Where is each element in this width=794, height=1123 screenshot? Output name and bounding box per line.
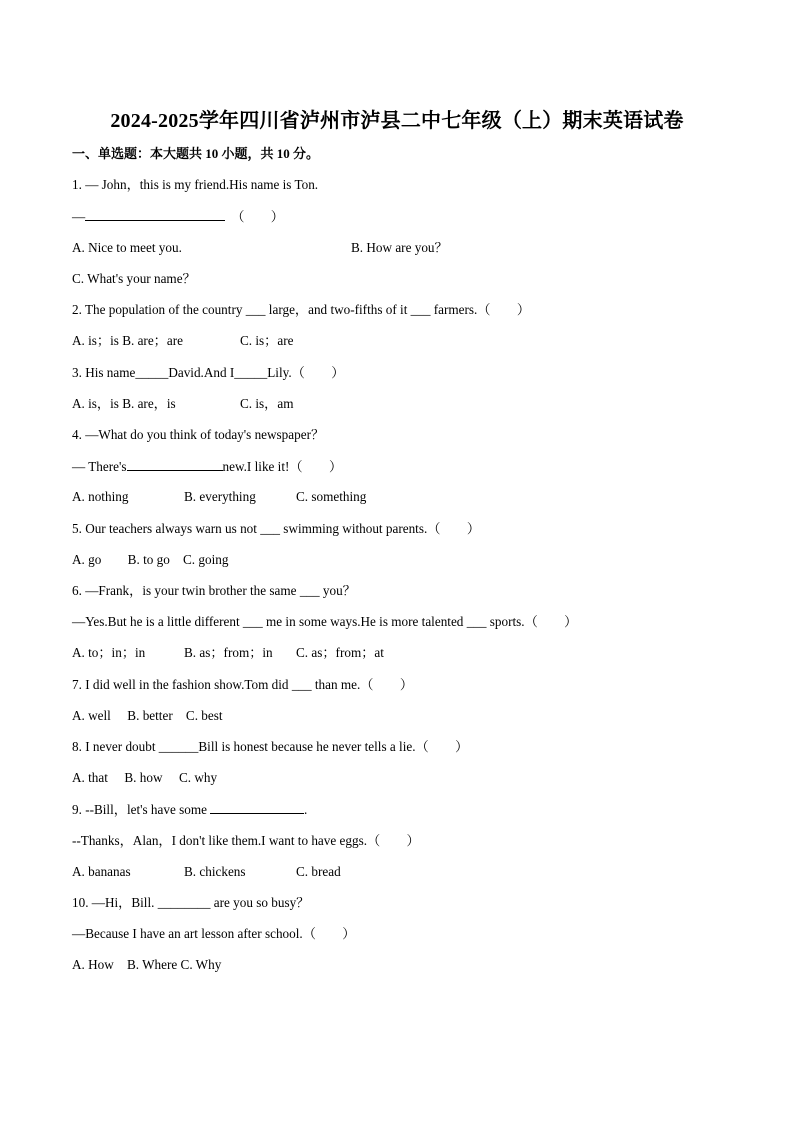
question-5-options: A. go B. to go C. going [72,552,229,567]
question-8-stem: 8. I never doubt ______Bill is honest because he never tells a lie.（ ） [72,739,469,754]
dash-prefix: — [72,209,86,224]
question-6-line2: —Yes.But he is a little different ___ me in some ways.He is more talented ___ sports.（ ） [72,614,578,629]
question-1-option-b: B. How are you？ [351,240,448,255]
question-1-answer-line [72,208,284,225]
question-7-options: A. well B. better C. best [72,708,223,723]
question-6-option-c: C. as；from；at [296,645,384,660]
question-6-option-a: A. to；in；in [72,645,146,660]
line-suffix: new.I like it!（ ） [222,459,343,474]
question-3-option-c: C. is，am [240,396,294,411]
section-heading: 一、单选题：本大题共 10 小题，共 10 分。 [72,146,320,161]
question-10-options: A. How B. Where C. Why [72,957,222,972]
question-9-option-b: B. chickens [184,864,246,879]
question-1-stem: 1. — John，this is my friend.His name is Ton. [72,177,319,192]
stem-suffix: . [303,802,308,817]
question-9-option-a: A. bananas [72,864,131,879]
question-8-options: A. that B. how C. why [72,770,218,785]
question-10-line2: —Because I have an art lesson after school.（ ） [72,926,356,941]
question-4-option-b: B. everything [184,489,256,504]
question-1-option-a: A. Nice to meet you. [72,240,182,255]
question-10-stem: 10. —Hi，Bill. ________ are you so busy？ [72,895,310,910]
answer-blank [127,458,223,471]
question-7-stem: 7. I did well in the fashion show.Tom did ___ than me.（ ） [72,677,414,692]
question-9-line2: --Thanks，Alan，I don't like them.I want to have eggs.（ ） [72,833,420,848]
stem-prefix: 9. --Bill，let's have some [72,802,207,817]
question-6-stem: 6. —Frank，is your twin brother the same ___ you？ [72,583,356,598]
question-9-stem [72,801,307,818]
question-2-options-ab: A. is；is B. are；are [72,333,183,348]
question-2-option-c: C. is；are [240,333,294,348]
question-2-stem: 2. The population of the country ___ large，and two-fifths of it ___ farmers.（ ） [72,302,531,317]
question-6-option-b: B. as；from；in [184,645,273,660]
question-4-option-a: A. nothing [72,489,129,504]
exam-title: 2024-2025学年四川省泸州市泸县二中七年级（上）期末英语试卷 [110,110,684,132]
question-3-stem: 3. His name_____David.And I_____Lily.（ ） [72,365,345,380]
question-5-stem: 5. Our teachers always warn us not ___ swimming without parents.（ ） [72,521,481,536]
question-4-stem: 4. —What do you think of today's newspaper？ [72,427,325,442]
question-4-answer-line [72,458,342,475]
answer-blank [85,208,225,221]
question-9-option-c: C. bread [296,864,341,879]
answer-blank [210,801,304,814]
paren: （ ） [231,209,284,224]
question-1-option-c: C. What's your name？ [72,271,196,286]
question-4-option-c: C. something [296,489,367,504]
question-3-options-ab: A. is，is B. are，is [72,396,176,411]
dash-prefix: — There's [72,459,127,474]
